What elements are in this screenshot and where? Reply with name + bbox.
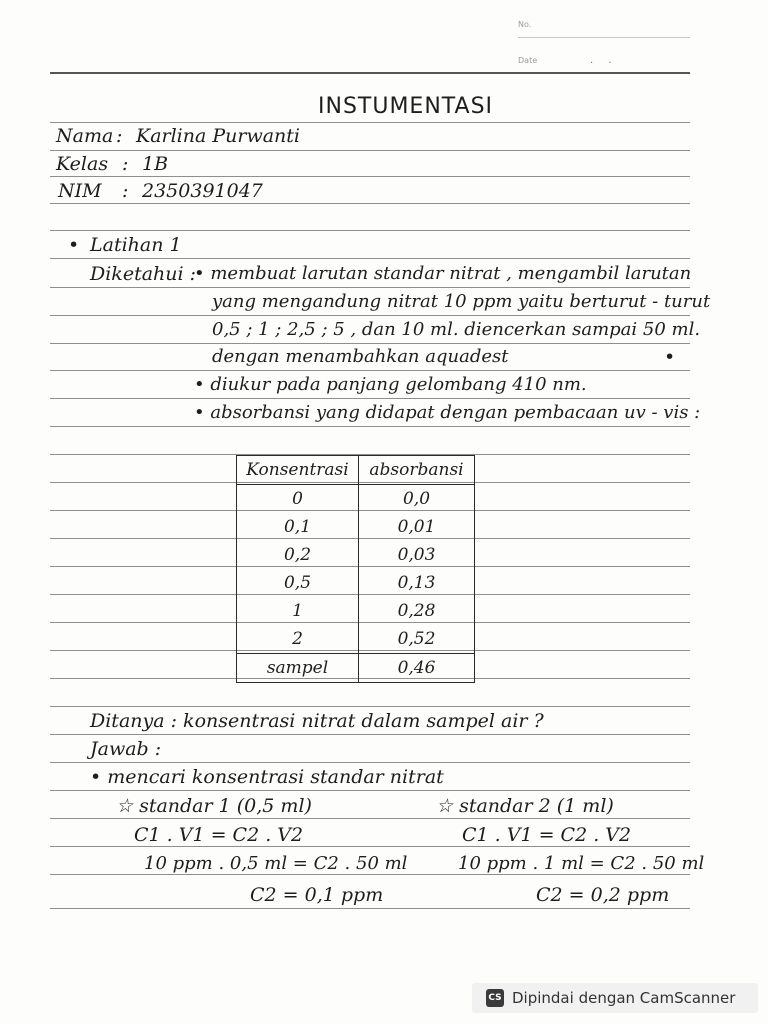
absorbance-table bbox=[236, 455, 475, 683]
ruled-line bbox=[50, 122, 690, 123]
class-label: Kelas bbox=[56, 153, 109, 175]
date-dots: . . bbox=[590, 55, 618, 66]
nim-sep: : bbox=[122, 180, 129, 202]
ruled-line bbox=[50, 258, 690, 259]
table-header-row bbox=[237, 456, 475, 485]
nim-label: NIM bbox=[58, 180, 102, 202]
class-sep: : bbox=[122, 153, 129, 175]
known-line-2: yang mengandung nitrat 10 ppm yaitu berturut - turut bbox=[212, 291, 711, 312]
ruled-line bbox=[50, 734, 690, 735]
table-row bbox=[237, 485, 475, 514]
cell-concentration: 0,2 bbox=[237, 541, 359, 569]
step-1: • mencari konsentrasi standar nitrat bbox=[90, 766, 444, 788]
date-label: Date bbox=[518, 56, 538, 65]
cell-concentration: 1 bbox=[237, 597, 359, 625]
camscanner-watermark bbox=[472, 983, 758, 1013]
class-value: 1B bbox=[142, 153, 169, 175]
exercise-heading: Latihan 1 bbox=[90, 234, 182, 256]
camscanner-text: Dipindai dengan CamScanner bbox=[512, 989, 736, 1007]
cell-concentration: sampel bbox=[237, 654, 359, 683]
right-formula: C1 . V1 = C2 . V2 bbox=[462, 824, 632, 846]
camscanner-logo-icon: CS bbox=[486, 989, 504, 1007]
cell-concentration: 0,5 bbox=[237, 569, 359, 597]
known-line-1: • membuat larutan standar nitrat , mengambil larutan bbox=[194, 263, 692, 284]
table-row bbox=[237, 597, 475, 625]
cell-concentration: 2 bbox=[237, 625, 359, 654]
ruled-line bbox=[50, 818, 690, 819]
ruled-line bbox=[50, 176, 690, 177]
cell-absorbance: 0,13 bbox=[359, 569, 475, 597]
known-line-3: 0,5 ; 1 ; 2,5 ; 5 , dan 10 ml. diencerkan sampai 50 ml. bbox=[212, 319, 701, 340]
header-absorbance: absorbansi bbox=[359, 456, 475, 485]
ruled-line bbox=[50, 908, 690, 909]
cell-concentration: 0,1 bbox=[237, 513, 359, 541]
no-line bbox=[518, 37, 690, 38]
ruled-line bbox=[50, 762, 690, 763]
right-result: C2 = 0,2 ppm bbox=[536, 884, 670, 906]
name-value: Karlina Purwanti bbox=[136, 125, 301, 147]
question-line: Ditanya : konsentrasi nitrat dalam sampel air ? bbox=[90, 710, 544, 732]
table-row-sample bbox=[237, 654, 475, 683]
table-row bbox=[237, 569, 475, 597]
exercise-bullet: • bbox=[68, 234, 80, 256]
cell-absorbance: 0,03 bbox=[359, 541, 475, 569]
left-formula: C1 . V1 = C2 . V2 bbox=[134, 824, 304, 846]
ruled-line bbox=[50, 370, 690, 371]
cell-concentration: 0 bbox=[237, 485, 359, 514]
no-label: No. bbox=[518, 20, 532, 29]
name-sep: : bbox=[116, 125, 123, 147]
cell-absorbance: 0,0 bbox=[359, 485, 475, 514]
known-line-4: dengan menambahkan aquadest bbox=[212, 346, 509, 367]
cell-absorbance: 0,46 bbox=[359, 654, 475, 683]
top-rule bbox=[50, 72, 690, 74]
table-row bbox=[237, 541, 475, 569]
name-label: Nama bbox=[56, 125, 114, 147]
ruled-line bbox=[50, 230, 690, 231]
ruled-line bbox=[50, 846, 690, 847]
cell-absorbance: 0,52 bbox=[359, 625, 475, 654]
ruled-line bbox=[50, 426, 690, 427]
cell-absorbance: 0,01 bbox=[359, 513, 475, 541]
diketahui-label: Diketahui : bbox=[90, 263, 197, 285]
right-heading: ☆ standar 2 (1 ml) bbox=[436, 795, 614, 817]
ruled-line bbox=[50, 315, 690, 316]
nim-value: 2350391047 bbox=[142, 180, 263, 202]
ruled-line bbox=[50, 150, 690, 151]
ruled-line bbox=[50, 287, 690, 288]
ruled-line bbox=[50, 398, 690, 399]
known-line-5: • diukur pada panjang gelombang 410 nm. bbox=[194, 374, 587, 395]
answer-label: Jawab : bbox=[90, 738, 162, 760]
header-concentration: Konsentrasi bbox=[237, 456, 359, 485]
ruled-line bbox=[50, 343, 690, 344]
ruled-line bbox=[50, 790, 690, 791]
right-calc: 10 ppm . 1 ml = C2 . 50 ml bbox=[458, 853, 705, 874]
ruled-line bbox=[50, 874, 690, 875]
trailing-dot: • bbox=[664, 346, 676, 368]
left-heading: ☆ standar 1 (0,5 ml) bbox=[116, 795, 312, 817]
table-row bbox=[237, 625, 475, 654]
page-title: INSTUMENTASI bbox=[318, 94, 494, 119]
ruled-line bbox=[50, 706, 690, 707]
left-calc: 10 ppm . 0,5 ml = C2 . 50 ml bbox=[144, 853, 408, 874]
left-result: C2 = 0,1 ppm bbox=[250, 884, 384, 906]
table-row bbox=[237, 513, 475, 541]
cell-absorbance: 0,28 bbox=[359, 597, 475, 625]
known-line-6: • absorbansi yang didapat dengan pembacaan uv - vis : bbox=[194, 402, 701, 423]
ruled-line bbox=[50, 203, 690, 204]
